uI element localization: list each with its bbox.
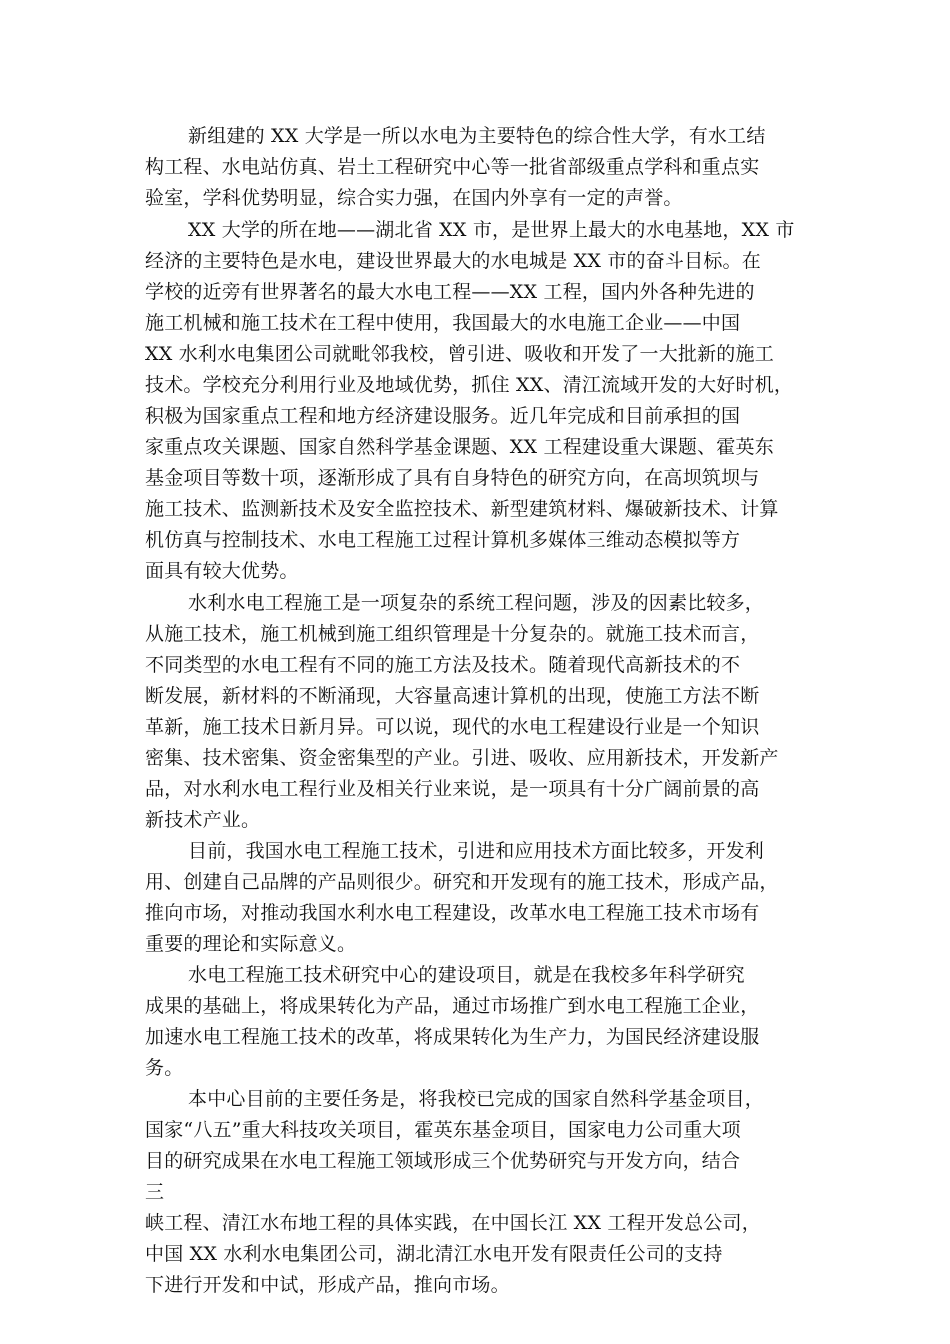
paragraph-line: XX 大学的所在地——湖北省 XX 市，是世界上最大的水电基地，XX 市 <box>188 219 795 241</box>
paragraph-line: 下进行开发和中试，形成产品，推向市场。 <box>145 1274 510 1296</box>
paragraph-line: 峡工程、清江水布地工程的具体实践，在中国长江 XX 工程开发总公司， <box>145 1212 761 1234</box>
paragraph-line: 重要的理论和实际意义。 <box>145 933 357 955</box>
paragraph-line: 水利水电工程施工是一项复杂的系统工程问题，涉及的因素比较多， <box>188 592 765 614</box>
paragraph-line: 不同类型的水电工程有不同的施工方法及技术。随着现代高新技术的不 <box>145 654 741 676</box>
paragraph-line: 目的研究成果在水电工程施工领域形成三个优势研究与开发方向，结合 <box>145 1150 741 1172</box>
paragraph-line: 家重点攻关课题、国家自然科学基金课题、XX 工程建设重大课题、霍英东 <box>145 436 774 458</box>
paragraph-line: 国家“八五”重大科技攻关项目，霍英东基金项目，国家电力公司重大项 <box>145 1119 741 1141</box>
paragraph-line: 机仿真与控制技术、水电工程施工过程计算机多媒体三维动态模拟等方 <box>145 529 741 551</box>
paragraph-line: 成果的基础上，将成果转化为产品，通过市场推广到水电工程施工企业， <box>145 995 760 1017</box>
paragraph-line: 新组建的 XX 大学是一所以水电为主要特色的综合性大学，有水工结 <box>188 125 766 147</box>
paragraph-line: 本中心目前的主要任务是，将我校已完成的国家自然科学基金项目， <box>188 1088 765 1110</box>
paragraph-line: 新技术产业。 <box>145 809 261 831</box>
paragraph-line: 面具有较大优势。 <box>145 560 299 582</box>
paragraph-line: 目前，我国水电工程施工技术，引进和应用技术方面比较多，开发利 <box>188 840 765 862</box>
paragraph-line: 经济的主要特色是水电，建设世界最大的水电城是 XX 市的奋斗目标。在 <box>145 250 761 272</box>
paragraph-line: 水电工程施工技术研究中心的建设项目，就是在我校多年科学研究 <box>188 964 745 986</box>
paragraph-line: 施工技术、监测新技术及安全监控技术、新型建筑材料、爆破新技术、计算 <box>145 498 779 520</box>
paragraph-line: 推向市场，对推动我国水利水电工程建设，改革水电工程施工技术市场有 <box>145 902 760 924</box>
paragraph-line: 断发展，新材料的不断涌现，大容量高速计算机的出现，使施工方法不断 <box>145 685 760 707</box>
paragraph-line: 品，对水利水电工程行业及相关行业来说，是一项具有十分广阔前景的高 <box>145 778 760 800</box>
paragraph-line: 密集、技术密集、资金密集型的产业。引进、吸收、应用新技术，开发新产 <box>145 747 779 769</box>
paragraph-line: 中国 XX 水利水电集团公司，湖北清江水电开发有限责任公司的支持 <box>145 1243 723 1265</box>
paragraph-line: 学校的近旁有世界著名的最大水电工程——XX 工程，国内外各种先进的 <box>145 281 755 303</box>
paragraph-line: 从施工技术，施工机械到施工组织管理是十分复杂的。就施工技术而言， <box>145 623 760 645</box>
paragraph-line: 验室，学科优势明显，综合实力强，在国内外享有一定的声誉。 <box>145 187 683 209</box>
paragraph-line: 用、创建自己品牌的产品则很少。研究和开发现有的施工技术，形成产品， <box>145 871 779 893</box>
paragraph-line: XX 水利水电集团公司就毗邻我校，曾引进、吸收和开发了一大批新的施工 <box>145 343 774 365</box>
paragraph-line: 技术。学校充分利用行业及地域优势，抓住 XX、清江流域开发的大好时机， <box>145 374 794 396</box>
paragraph-line: 务。 <box>145 1057 184 1079</box>
paragraph-line: 施工机械和施工技术在工程中使用，我国最大的水电施工企业——中国 <box>145 312 741 334</box>
paragraph-line: 基金项目等数十项，逐渐形成了具有自身特色的研究方向，在高坝筑坝与 <box>145 467 760 489</box>
paragraph-line: 三 <box>145 1181 165 1203</box>
paragraph-line: 积极为国家重点工程和地方经济建设服务。近几年完成和目前承担的国 <box>145 405 741 427</box>
paragraph-line: 构工程、水电站仿真、岩土工程研究中心等一批省部级重点学科和重点实 <box>145 156 760 178</box>
paragraph-line: 革新，施工技术日新月异。可以说，现代的水电工程建设行业是一个知识 <box>145 716 760 738</box>
paragraph-line: 加速水电工程施工技术的改革，将成果转化为生产力，为国民经济建设服 <box>145 1026 760 1048</box>
